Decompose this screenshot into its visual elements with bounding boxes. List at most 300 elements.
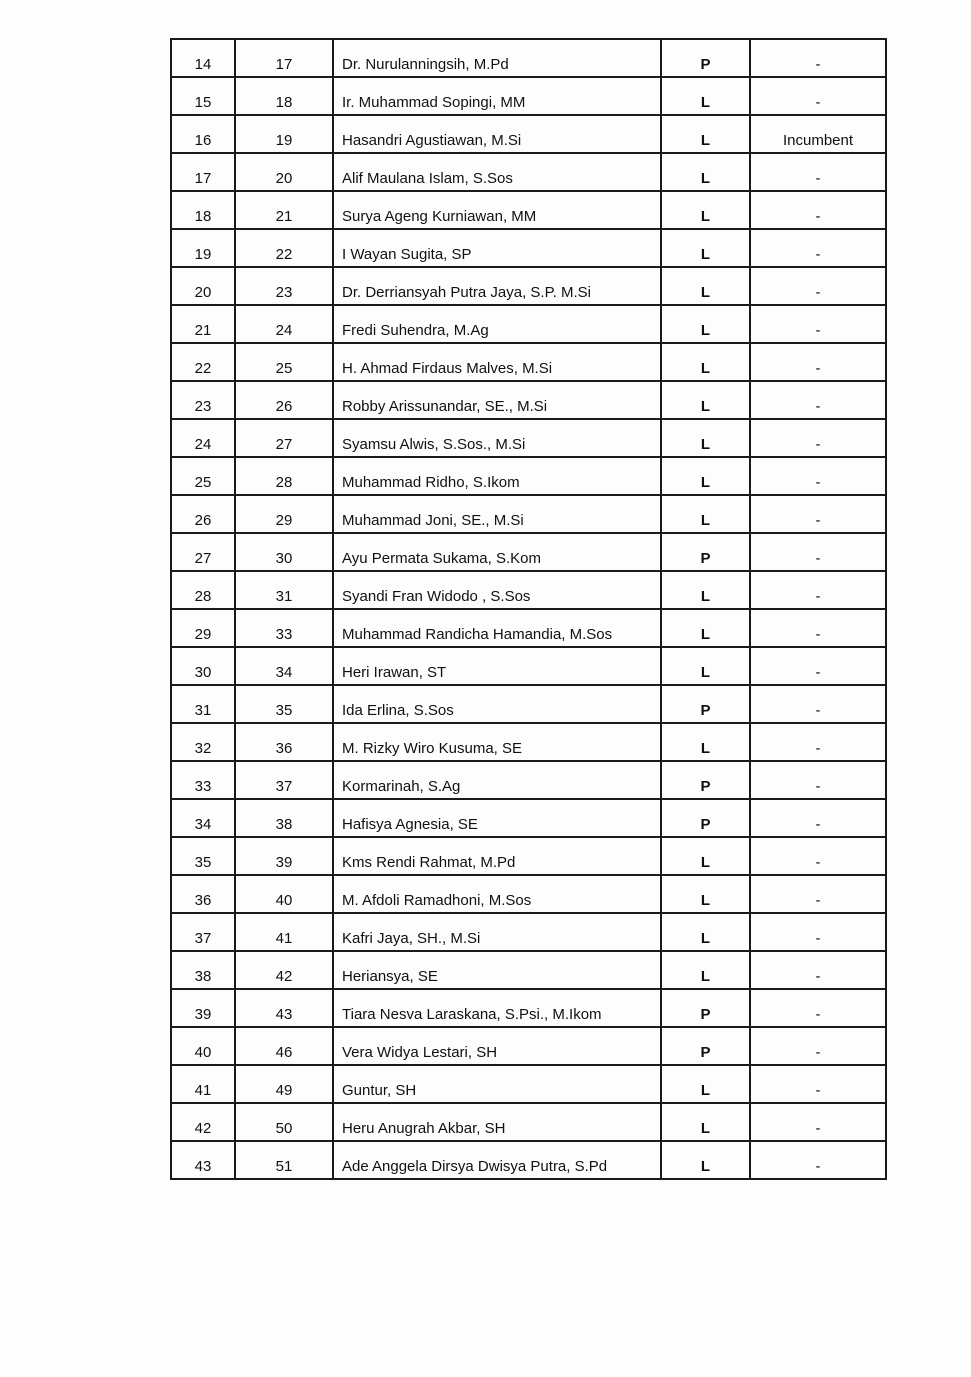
table-row <box>171 1027 886 1065</box>
remarks-text: - <box>815 1082 821 1099</box>
row-number-text: 43 <box>194 1158 212 1175</box>
candidate-number-cell <box>235 875 333 913</box>
candidate-number-cell <box>235 457 333 495</box>
row-number-cell <box>171 723 235 761</box>
candidate-name-text: Tiara Nesva Laraskana, S.Psi., M.Ikom <box>342 1006 602 1023</box>
table-row <box>171 913 886 951</box>
gender-cell <box>661 1141 750 1179</box>
table-row <box>171 39 886 77</box>
table-row <box>171 1065 886 1103</box>
candidate-name-cell <box>333 115 661 153</box>
candidate-name-text: Ida Erlina, S.Sos <box>342 702 454 719</box>
candidate-name-text: Hasandri Agustiawan, M.Si <box>342 132 522 149</box>
remarks-text: Incumbent <box>782 132 854 149</box>
gender-text: L <box>700 968 711 985</box>
gender-cell <box>661 381 750 419</box>
remarks-text: - <box>815 322 821 339</box>
row-number-cell <box>171 305 235 343</box>
candidate-name-cell <box>333 571 661 609</box>
table-row <box>171 77 886 115</box>
gender-cell <box>661 191 750 229</box>
candidate-name-cell <box>333 343 661 381</box>
gender-cell <box>661 1103 750 1141</box>
remarks-cell <box>750 571 886 609</box>
remarks-text: - <box>815 778 821 795</box>
remarks-text: - <box>815 512 821 529</box>
gender-text: L <box>700 588 711 605</box>
row-number-text: 25 <box>194 474 212 491</box>
candidate-name-text: Ayu Permata Sukama, S.Kom <box>342 550 541 567</box>
candidate-name-text: Robby Arissunandar, SE., M.Si <box>342 398 548 415</box>
candidate-name-text: Guntur, SH <box>342 1082 417 1099</box>
gender-cell <box>661 39 750 77</box>
row-number-cell <box>171 989 235 1027</box>
gender-cell <box>661 115 750 153</box>
row-number-cell <box>171 115 235 153</box>
gender-cell <box>661 267 750 305</box>
remarks-cell <box>750 495 886 533</box>
gender-cell <box>661 457 750 495</box>
candidate-name-text: Vera Widya Lestari, SH <box>342 1044 498 1061</box>
remarks-text: - <box>815 626 821 643</box>
remarks-cell <box>750 1141 886 1179</box>
row-number-cell <box>171 419 235 457</box>
row-number-cell <box>171 495 235 533</box>
table-row <box>171 951 886 989</box>
candidate-number-cell <box>235 1065 333 1103</box>
candidate-name-cell <box>333 1141 661 1179</box>
row-number-text: 14 <box>194 56 212 73</box>
table-row <box>171 837 886 875</box>
remarks-text: - <box>815 550 821 567</box>
gender-text: L <box>700 740 711 757</box>
remarks-text: - <box>815 56 821 73</box>
candidate-name-cell <box>333 1103 661 1141</box>
remarks-cell <box>750 343 886 381</box>
gender-text: P <box>700 778 711 795</box>
gender-cell <box>661 495 750 533</box>
row-number-cell <box>171 761 235 799</box>
row-number-cell <box>171 267 235 305</box>
row-number-text: 31 <box>194 702 212 719</box>
candidate-name-text: Ir. Muhammad Sopingi, MM <box>342 94 526 111</box>
remarks-cell <box>750 305 886 343</box>
row-number-text: 42 <box>194 1120 212 1137</box>
table-row <box>171 609 886 647</box>
gender-text: L <box>700 474 711 491</box>
gender-cell <box>661 647 750 685</box>
row-number-text: 28 <box>194 588 212 605</box>
candidate-number-text: 33 <box>275 626 293 643</box>
candidate-number-text: 19 <box>275 132 293 149</box>
candidate-name-cell <box>333 837 661 875</box>
candidate-number-text: 49 <box>275 1082 293 1099</box>
candidate-table <box>170 38 887 1180</box>
candidate-number-text: 21 <box>275 208 293 225</box>
table-row <box>171 495 886 533</box>
candidate-name-text: Fredi Suhendra, M.Ag <box>342 322 489 339</box>
candidate-number-cell <box>235 305 333 343</box>
row-number-text: 23 <box>194 398 212 415</box>
remarks-text: - <box>815 94 821 111</box>
gender-text: L <box>700 892 711 909</box>
candidate-number-cell <box>235 723 333 761</box>
gender-cell <box>661 533 750 571</box>
table-row <box>171 115 886 153</box>
row-number-text: 38 <box>194 968 212 985</box>
candidate-name-cell <box>333 875 661 913</box>
row-number-text: 24 <box>194 436 212 453</box>
candidate-number-cell <box>235 647 333 685</box>
row-number-text: 16 <box>194 132 212 149</box>
candidate-name-cell <box>333 533 661 571</box>
candidate-name-text: Heri Irawan, ST <box>342 664 447 681</box>
table-row <box>171 875 886 913</box>
gender-cell <box>661 153 750 191</box>
gender-text: P <box>700 1006 711 1023</box>
row-number-text: 22 <box>194 360 212 377</box>
remarks-text: - <box>815 1006 821 1023</box>
remarks-cell <box>750 837 886 875</box>
candidate-name-text: Syamsu Alwis, S.Sos., M.Si <box>342 436 526 453</box>
remarks-cell <box>750 989 886 1027</box>
candidate-number-cell <box>235 77 333 115</box>
gender-text: L <box>700 1082 711 1099</box>
table-row <box>171 799 886 837</box>
candidate-number-cell <box>235 989 333 1027</box>
remarks-cell <box>750 1103 886 1141</box>
remarks-cell <box>750 533 886 571</box>
candidate-name-cell <box>333 723 661 761</box>
remarks-text: - <box>815 740 821 757</box>
row-number-cell <box>171 1103 235 1141</box>
remarks-text: - <box>815 588 821 605</box>
row-number-cell <box>171 1141 235 1179</box>
row-number-text: 32 <box>194 740 212 757</box>
remarks-cell <box>750 875 886 913</box>
remarks-cell <box>750 647 886 685</box>
remarks-cell <box>750 419 886 457</box>
remarks-cell <box>750 457 886 495</box>
gender-text: L <box>700 436 711 453</box>
row-number-cell <box>171 381 235 419</box>
remarks-cell <box>750 191 886 229</box>
candidate-name-text: Heru Anugrah Akbar, SH <box>342 1120 506 1137</box>
candidate-number-cell <box>235 115 333 153</box>
remarks-text: - <box>815 246 821 263</box>
remarks-cell <box>750 609 886 647</box>
candidate-number-text: 36 <box>275 740 293 757</box>
candidate-number-cell <box>235 799 333 837</box>
gender-cell <box>661 913 750 951</box>
candidate-number-cell <box>235 1103 333 1141</box>
candidate-name-cell <box>333 609 661 647</box>
row-number-text: 30 <box>194 664 212 681</box>
candidate-name-cell <box>333 419 661 457</box>
gender-text: L <box>700 246 711 263</box>
row-number-cell <box>171 153 235 191</box>
candidate-number-text: 46 <box>275 1044 293 1061</box>
remarks-text: - <box>815 284 821 301</box>
gender-text: P <box>700 816 711 833</box>
remarks-text: - <box>815 854 821 871</box>
gender-text: L <box>700 1158 711 1175</box>
candidate-name-cell <box>333 305 661 343</box>
remarks-cell <box>750 267 886 305</box>
remarks-text: - <box>815 208 821 225</box>
candidate-number-cell <box>235 381 333 419</box>
candidate-table-body <box>171 39 886 1179</box>
table-row <box>171 685 886 723</box>
gender-cell <box>661 571 750 609</box>
remarks-text: - <box>815 474 821 491</box>
candidate-number-text: 22 <box>275 246 293 263</box>
candidate-number-cell <box>235 761 333 799</box>
row-number-text: 18 <box>194 208 212 225</box>
candidate-name-cell <box>333 457 661 495</box>
gender-text: L <box>700 1120 711 1137</box>
candidate-name-cell <box>333 153 661 191</box>
remarks-cell <box>750 39 886 77</box>
remarks-cell <box>750 115 886 153</box>
table-row <box>171 457 886 495</box>
candidate-number-cell <box>235 913 333 951</box>
gender-text: P <box>700 550 711 567</box>
candidate-name-cell <box>333 381 661 419</box>
gender-text: P <box>700 56 711 73</box>
candidate-number-text: 42 <box>275 968 293 985</box>
remarks-cell <box>750 153 886 191</box>
table-row <box>171 571 886 609</box>
gender-text: L <box>700 132 711 149</box>
row-number-cell <box>171 191 235 229</box>
candidate-number-text: 24 <box>275 322 293 339</box>
table-row <box>171 989 886 1027</box>
remarks-text: - <box>815 816 821 833</box>
row-number-text: 15 <box>194 94 212 111</box>
row-number-cell <box>171 875 235 913</box>
table-row <box>171 267 886 305</box>
row-number-cell <box>171 343 235 381</box>
row-number-cell <box>171 229 235 267</box>
candidate-name-cell <box>333 495 661 533</box>
gender-cell <box>661 875 750 913</box>
row-number-cell <box>171 571 235 609</box>
candidate-number-cell <box>235 267 333 305</box>
candidate-number-text: 34 <box>275 664 293 681</box>
candidate-name-cell <box>333 989 661 1027</box>
candidate-name-text: H. Ahmad Firdaus Malves, M.Si <box>342 360 553 377</box>
gender-text: L <box>700 208 711 225</box>
row-number-cell <box>171 685 235 723</box>
candidate-name-cell <box>333 267 661 305</box>
candidate-number-text: 28 <box>275 474 293 491</box>
candidate-number-text: 26 <box>275 398 293 415</box>
row-number-cell <box>171 799 235 837</box>
gender-text: L <box>700 284 711 301</box>
candidate-number-text: 17 <box>275 56 293 73</box>
row-number-cell <box>171 837 235 875</box>
gender-cell <box>661 305 750 343</box>
row-number-cell <box>171 609 235 647</box>
remarks-cell <box>750 799 886 837</box>
row-number-text: 17 <box>194 170 212 187</box>
gender-cell <box>661 837 750 875</box>
candidate-name-text: Dr. Nurulanningsih, M.Pd <box>342 56 509 73</box>
gender-cell <box>661 419 750 457</box>
row-number-cell <box>171 647 235 685</box>
candidate-number-text: 30 <box>275 550 293 567</box>
candidate-number-text: 41 <box>275 930 293 947</box>
row-number-cell <box>171 533 235 571</box>
gender-cell <box>661 723 750 761</box>
candidate-name-text: M. Afdoli Ramadhoni, M.Sos <box>342 892 532 909</box>
table-row <box>171 647 886 685</box>
remarks-text: - <box>815 664 821 681</box>
table-row <box>171 1103 886 1141</box>
remarks-cell <box>750 913 886 951</box>
candidate-number-text: 25 <box>275 360 293 377</box>
candidate-number-cell <box>235 495 333 533</box>
row-number-cell <box>171 457 235 495</box>
candidate-name-text: Muhammad Joni, SE., M.Si <box>342 512 524 529</box>
candidate-number-text: 38 <box>275 816 293 833</box>
gender-text: L <box>700 512 711 529</box>
gender-text: L <box>700 170 711 187</box>
candidate-number-text: 20 <box>275 170 293 187</box>
table-row <box>171 153 886 191</box>
gender-text: P <box>700 702 711 719</box>
candidate-name-text: Kms Rendi Rahmat, M.Pd <box>342 854 516 871</box>
gender-text: L <box>700 930 711 947</box>
row-number-text: 21 <box>194 322 212 339</box>
candidate-number-text: 40 <box>275 892 293 909</box>
remarks-text: - <box>815 702 821 719</box>
candidate-number-cell <box>235 1141 333 1179</box>
row-number-text: 27 <box>194 550 212 567</box>
candidate-name-text: Kormarinah, S.Ag <box>342 778 461 795</box>
gender-cell <box>661 799 750 837</box>
row-number-text: 41 <box>194 1082 212 1099</box>
gender-cell <box>661 343 750 381</box>
candidate-number-cell <box>235 343 333 381</box>
row-number-text: 35 <box>194 854 212 871</box>
row-number-text: 19 <box>194 246 212 263</box>
candidate-number-text: 23 <box>275 284 293 301</box>
row-number-cell <box>171 39 235 77</box>
candidate-name-text: Kafri Jaya, SH., M.Si <box>342 930 481 947</box>
candidate-name-text: Alif Maulana Islam, S.Sos <box>342 170 513 187</box>
remarks-cell <box>750 381 886 419</box>
candidate-name-text: Surya Ageng Kurniawan, MM <box>342 208 537 225</box>
remarks-text: - <box>815 170 821 187</box>
gender-text: L <box>700 398 711 415</box>
gender-text: L <box>700 94 711 111</box>
candidate-number-cell <box>235 571 333 609</box>
candidate-name-text: Muhammad Ridho, S.Ikom <box>342 474 520 491</box>
candidate-name-cell <box>333 77 661 115</box>
remarks-cell <box>750 1065 886 1103</box>
row-number-text: 33 <box>194 778 212 795</box>
candidate-number-cell <box>235 609 333 647</box>
remarks-text: - <box>815 968 821 985</box>
remarks-text: - <box>815 892 821 909</box>
row-number-cell <box>171 951 235 989</box>
row-number-text: 37 <box>194 930 212 947</box>
gender-text: L <box>700 854 711 871</box>
candidate-number-cell <box>235 685 333 723</box>
row-number-text: 40 <box>194 1044 212 1061</box>
remarks-text: - <box>815 360 821 377</box>
gender-cell <box>661 77 750 115</box>
remarks-text: - <box>815 436 821 453</box>
table-row <box>171 343 886 381</box>
candidate-name-text: M. Rizky Wiro Kusuma, SE <box>342 740 523 757</box>
candidate-number-text: 37 <box>275 778 293 795</box>
gender-text: P <box>700 1044 711 1061</box>
candidate-name-cell <box>333 1027 661 1065</box>
candidate-number-text: 43 <box>275 1006 293 1023</box>
remarks-cell <box>750 229 886 267</box>
table-row <box>171 229 886 267</box>
table-row <box>171 305 886 343</box>
candidate-name-text: Muhammad Randicha Hamandia, M.Sos <box>342 626 613 643</box>
remarks-text: - <box>815 930 821 947</box>
gender-cell <box>661 685 750 723</box>
gender-cell <box>661 609 750 647</box>
candidate-number-text: 51 <box>275 1158 293 1175</box>
table-row <box>171 1141 886 1179</box>
table-row <box>171 381 886 419</box>
candidate-name-cell <box>333 951 661 989</box>
candidate-name-text: Syandi Fran Widodo , S.Sos <box>342 588 531 605</box>
gender-cell <box>661 761 750 799</box>
table-row <box>171 761 886 799</box>
candidate-number-text: 35 <box>275 702 293 719</box>
remarks-cell <box>750 77 886 115</box>
table-row <box>171 191 886 229</box>
candidate-number-text: 39 <box>275 854 293 871</box>
candidate-name-text: Ade Anggela Dirsya Dwisya Putra, S.Pd <box>342 1158 608 1175</box>
candidate-number-cell <box>235 39 333 77</box>
candidate-name-cell <box>333 229 661 267</box>
candidate-number-cell <box>235 1027 333 1065</box>
remarks-cell <box>750 1027 886 1065</box>
candidate-name-cell <box>333 191 661 229</box>
gender-text: L <box>700 664 711 681</box>
candidate-name-text: Hafisya Agnesia, SE <box>342 816 478 833</box>
candidate-number-cell <box>235 951 333 989</box>
gender-cell <box>661 1065 750 1103</box>
candidate-name-cell <box>333 1065 661 1103</box>
candidate-name-cell <box>333 761 661 799</box>
candidate-number-text: 29 <box>275 512 293 529</box>
candidate-number-cell <box>235 229 333 267</box>
candidate-name-cell <box>333 685 661 723</box>
remarks-text: - <box>815 1120 821 1137</box>
candidate-number-text: 31 <box>275 588 293 605</box>
candidate-name-text: Heriansya, SE <box>342 968 438 985</box>
candidate-name-cell <box>333 39 661 77</box>
candidate-name-cell <box>333 799 661 837</box>
candidate-number-cell <box>235 153 333 191</box>
row-number-text: 26 <box>194 512 212 529</box>
candidate-name-text: Dr. Derriansyah Putra Jaya, S.P. M.Si <box>342 284 591 301</box>
row-number-text: 20 <box>194 284 212 301</box>
candidate-number-cell <box>235 533 333 571</box>
row-number-text: 29 <box>194 626 212 643</box>
remarks-cell <box>750 685 886 723</box>
